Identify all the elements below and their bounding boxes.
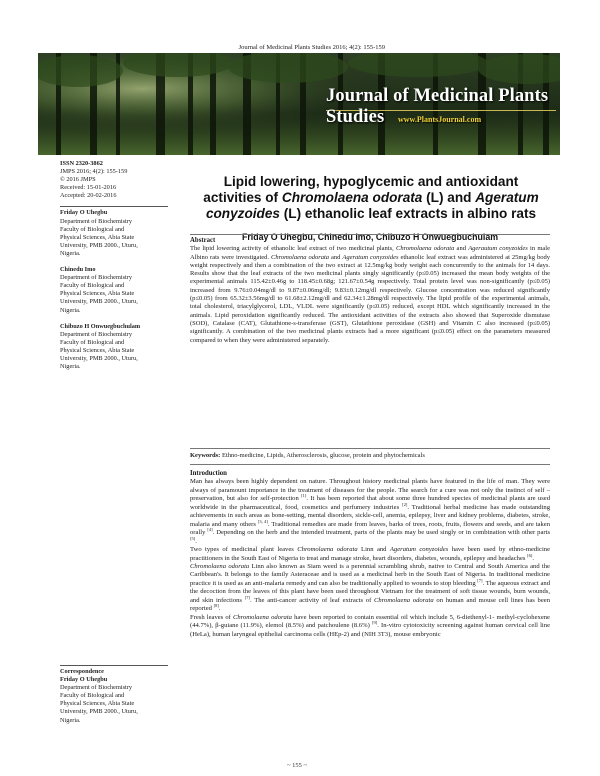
correspondence-line: Nigeria. — [60, 716, 81, 724]
article-title — [192, 174, 550, 222]
correspondence-block — [60, 665, 168, 725]
intro-paragraph: Fresh leaves of Chromolaena odorata have been reported to contain essential oil which include 5, 6-diethenyl-1- methyl-cyclohexene (44.7%), β-guiane (11.9%), elemol (8.5%) and patchoulene (8.6%) [9]. In-vitro cytotoxicity screening against human cervical cell line (HeLa), human laryngeal epithelial carcinoma cells (HEp-2) and (NIH 3T3), mouse embryonic — [190, 613, 550, 638]
affiliation-line: Department of Biochemistry — [60, 274, 133, 282]
affiliation-line: Physical Sciences, Abia State — [60, 233, 135, 241]
journal-reference: Journal of Medicinal Plants Studies 2016; 4(2): 155-159 — [238, 44, 385, 51]
citation[interactable]: [1] — [301, 493, 307, 499]
citation[interactable]: [4] — [207, 526, 213, 532]
abstract-top-rule — [190, 234, 550, 235]
keywords-label: Keywords: — [190, 452, 221, 459]
affiliation-name: Friday O Uhegbu — [60, 209, 108, 217]
affiliation-name: Chibuzo H Onwuegbuchulam — [60, 322, 141, 330]
left-sidebar — [60, 160, 168, 724]
affiliation-1 — [60, 209, 168, 258]
title-text: (L) ethanolic leaf extracts in albino rats — [279, 206, 537, 221]
journal-url[interactable]: www.PlantsJournal.com — [398, 115, 482, 124]
copyright: © 2016 JMPS — [60, 176, 96, 184]
keywords-text: Ethno-medicine, Lipids, Atherosclerosis, glucose, protein and phytochemicals — [220, 452, 425, 459]
intro-paragraph: Man has always been highly dependent on nature. Throughout history medicinal plants have featured in the life of man. They were always of paramount importance in the treatment of diseases for the people. The search for a cure was not only the instinct of self – preservation, but also for self-protection [1]. It has been reported that about some three hundred species of medicinal plants are used worldwide in the pharmaceutical, food, cosmetics and perfumery industries [2]. Traditional herbal medicine has made outstanding achievements in such areas as bone-setting, mental disorders, sickle-cell, anemia, epilepsy, liver and kidney problems, diabetes, stroke, malaria and many others [3, 4]. Traditional remedies are made from leaves, barks of trees, roots, fruits, flowers and seeds, and are taken orally [4]. Depending on the herb and the intended treatment, parts of the plants may be used singly or in combination with other parts [5]. — [190, 478, 551, 545]
issn: ISSN 2320-3862 — [60, 160, 103, 167]
affiliation-line: University, PMB 2000., Uturu, — [60, 354, 138, 362]
page-number: ~ 155 ~ — [287, 762, 308, 769]
citation[interactable]: [7] — [244, 594, 250, 600]
title-text: (L) and — [422, 190, 476, 205]
intro-paragraph: Chromolaena odorata Linn also known as Siam weed is a perennial scrambling shrub, native to Central and South America and the Caribbean's. It belongs to the family Asteraceae and is used as a medicinal herb in the South East of Nigeria. In traditional medicine practice it is used as an anti-malaria remedy and can also be traditionally applied to wounds to stop bleeding [7]. The aqueous extract and the decoction from the leaves of this plant have been used throughout Vietnam for the treatment of soft tissue wounds, burn wounds, and skin infections [7]. The anti-cancer activity of leaf extracts of Chromolaena odorata on human and mouse cell lines has been reported [8]. — [190, 562, 550, 613]
intro-heading: Introduction — [190, 470, 227, 477]
title-text: activities of — [203, 190, 282, 205]
correspondence-line: Department of Biochemistry — [60, 684, 133, 692]
affiliation-2 — [60, 266, 168, 315]
main-content — [190, 174, 551, 638]
affiliation-line: Department of Biochemistry — [60, 330, 133, 338]
journal-title: Journal of Medicinal Plants Studies — [326, 86, 549, 127]
citation[interactable]: [9] — [371, 619, 378, 625]
intro-top-rule — [190, 464, 550, 465]
affiliation-line: University, PMB 2000., Uturu, — [60, 241, 138, 249]
citation[interactable]: [7] — [477, 577, 483, 583]
correspondence-label: Correspondence — [60, 668, 104, 675]
title-species: Chromolaena odorata — [281, 190, 423, 205]
affiliation-line: Faculty of Biological and — [60, 225, 125, 233]
title-line: Lipid lowering, hypoglycemic and antioxidant — [223, 174, 519, 189]
article-authors: Friday O Uhegbu, Chinedu Imo, Chibuzo H Onwuegbuchulam — [241, 232, 499, 242]
introduction — [190, 470, 550, 639]
title-species: Ageratum — [475, 190, 539, 205]
correspondence-line: Faculty of Biological and — [60, 692, 125, 700]
correspondence-divider — [60, 665, 168, 666]
abstract-text: The lipid lowering activity of ethanolic leaf extract of two medicinal plants, Chromolaena odorata and Agerautum conyzoides in male Albino rats were investigated. Chromolaena odorata and Ageratum conyzoides ethanolic leaf extract was administered at 25mg/kg body weight respectively and then a combination of the two extract at 12.5mg/kg body weight each concurrently to the animals for 14 days. Results show that the leaf extracts of the two medicinal plants singly significantly (p≤0.05) increased the mean body weights of the experimental animals 115.42±0.46g to 118.45±0.68g; 121.67±0.54g respectively. Total protein level was non-significantly (p≤0.05) increased from 9.76±0.04mg/dl to 9.87±0.06mg/dl; 9.83±0.12mg/dl respectively. Glucose concentration was reduced significantly (p≤0.05) from 65.32±3.56mg/dl to 61.68±2.12mg/dl and 62.34±1.28mg/dl respectively. The lipid profile of the experimental animals, total cholesterol, triacylglycerol, LDL, VLDL were significantly (p≤0.05) reduced, except HDL which significantly increased in the animals. Lipid peroxidation significantly reduced. The antioxidant activities of the extracts also showed that Superoxide dismutase (SOD), Catalase (CAT), Glutathione-s-transferase (GST), Glutathione peroxidase (GSH) and Vitamin C also increased (p≤0.05) significantly. A combination of the two medicinal plants extracts had a more significant (p≤0.05) effect on the parameters measured compared to when they were administered separately. — [190, 245, 550, 344]
affiliation-line: Department of Biochemistry — [60, 217, 133, 225]
abstract-heading: Abstract — [190, 237, 216, 244]
correspondence-line: University, PMB 2000., Uturu, — [60, 708, 138, 716]
correspondence-line: Physical Sciences, Abia State — [60, 700, 135, 708]
affiliation-line: Faculty of Biological and — [60, 338, 125, 346]
citation[interactable]: [3, 4] — [257, 518, 268, 524]
accepted-date: Accepted: 20-02-2016 — [60, 192, 117, 200]
journal-banner — [38, 53, 560, 155]
affiliation-line: University, PMB 2000., Uturu, — [60, 298, 138, 306]
citation[interactable]: [2] — [402, 501, 408, 507]
abstract — [190, 237, 550, 345]
affiliation-line: Nigeria. — [60, 249, 81, 257]
received-date: Received: 15-01-2016 — [60, 184, 117, 192]
citation[interactable]: [6] — [527, 552, 533, 558]
keywords — [190, 452, 550, 459]
affiliation-line: Physical Sciences, Abia State — [60, 290, 135, 298]
jmps-ref: JMPS 2016; 4(2): 155-159 — [60, 168, 128, 176]
affiliation-name: Chinedu Imo — [60, 266, 96, 274]
keywords-top-rule — [190, 448, 550, 449]
affiliation-line: Physical Sciences, Abia State — [60, 346, 135, 354]
citation[interactable]: [5] — [190, 535, 196, 541]
citation[interactable]: [8] — [213, 603, 219, 609]
correspondence-name: Friday O Uhegbu — [60, 676, 108, 684]
affiliation-3 — [60, 323, 168, 372]
intro-paragraph: Two types of medicinal plant leaves Chromolaena odorata Linn and Ageratum conyzoides have been used by ethno-medicine practitioners in the South East of Nigeria to treat and manage stroke, heart disorders, diabetes, wounds, epilepsy and headaches [6]. — [190, 546, 550, 562]
article-meta — [60, 160, 168, 200]
affiliation-line: Faculty of Biological and — [60, 282, 125, 290]
affiliation-line: Nigeria. — [60, 306, 81, 314]
affiliation-line: Nigeria. — [60, 363, 81, 371]
title-species: conyzoides — [205, 206, 280, 221]
sidebar-divider — [60, 206, 168, 207]
